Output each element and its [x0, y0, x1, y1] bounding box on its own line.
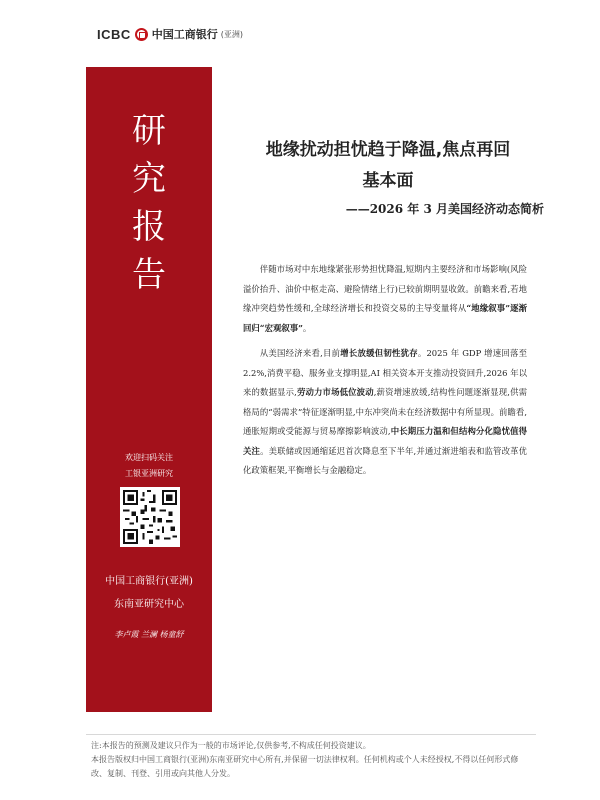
- report-title-line-1: 地缘扰动担忧趋于降温,焦点再回: [265, 140, 511, 160]
- p2-emphasis: 劳动力市场低位波动: [296, 387, 374, 397]
- follow-prompt: [86, 450, 212, 482]
- qr-code[interactable]: [120, 487, 180, 547]
- p2-text: 。2025 年 GDP 增速回落至 2.2%,消费平稳、服务业支撑明显,AI 相关资本开支推动投资回升,2026 年以来的数据显示,: [243, 348, 528, 397]
- paragraph-2: [243, 344, 527, 481]
- sidebar-title: [86, 107, 212, 299]
- sidebar-title-char: 告: [132, 255, 166, 295]
- footnote-line-2: 本报告版权归中国工商银行(亚洲)东南亚研究中心所有,并保留一切法律权利。任何机构或个人未经授权,不得以任何形式修改、复制、刊登、引用或向其他人分发。: [91, 755, 519, 778]
- p2-emphasis: 中长期压力温和但结构分化隐忧值得关注: [243, 426, 527, 456]
- paragraph-1: [243, 260, 527, 338]
- red-sidebar: [86, 67, 212, 712]
- logo-latin-text: ICBC: [97, 26, 131, 42]
- logo-chinese-text: 中国工商银行: [151, 28, 218, 41]
- footnote-divider: [86, 734, 536, 735]
- p2-text: 。美联储或因通缩延迟首次降息至下半年,并通过渐进缩表和监管改革优化政策框架,平衡增长与金融稳定。: [243, 445, 528, 475]
- report-title-line-2: 基本面: [362, 171, 414, 191]
- sidebar-title-char: 究: [132, 159, 166, 199]
- footnote: [91, 739, 531, 781]
- footnote-line-1: 注:本报告的预测及建议只作为一般的市场评论,仅供参考,不构成任何投资建议。: [91, 741, 371, 750]
- authors: 李卢霞 兰澜 杨童舒: [114, 630, 184, 639]
- icbc-logo: [97, 22, 243, 46]
- follow-line-1: 欢迎扫码关注: [125, 453, 173, 462]
- report-body: [243, 260, 527, 487]
- sidebar-title-char: 报: [132, 207, 166, 247]
- follow-line-2: 工银亚洲研究: [125, 469, 173, 478]
- p2-emphasis: 增长放缓但韧性犹存: [340, 348, 418, 358]
- report-subtitle: ——2026 年 3 月美国经济动态简析: [345, 202, 544, 216]
- icbc-emblem-icon: [135, 28, 148, 41]
- org-name: 中国工商银行(亚洲): [105, 576, 193, 587]
- p1-text: 伴随市场对中东地缘紧张形势担忧降温,短期内主要经济和市场影响(风险溢价抬升、油价中枢走高、避险情绪上行)已较前期明显收敛。前瞻来看,若地缘冲突趋势性缓和,全球经济增长和投资交易的主导变量将从: [243, 264, 527, 313]
- org-department: 东南亚研究中心: [114, 599, 184, 610]
- p1-emphasis: “地缘叙事”逐渐回归“宏观叙事”: [243, 303, 527, 333]
- logo-sub-text: (亚洲): [220, 29, 244, 39]
- p2-text: 从美国经济来看,目前: [259, 348, 341, 358]
- qr-code-icon: [123, 490, 177, 544]
- sidebar-title-char: 研: [132, 111, 166, 151]
- p2-text: ,薪资增速放缓,结构性问题逐渐显现,供需格局的“弱需求”特征逐渐明显,中东冲突尚未在经济数据中有所显现。前瞻看,通胀短期或受能源与贸易摩擦影响波动,: [243, 387, 527, 436]
- p1-text: 。: [302, 322, 312, 333]
